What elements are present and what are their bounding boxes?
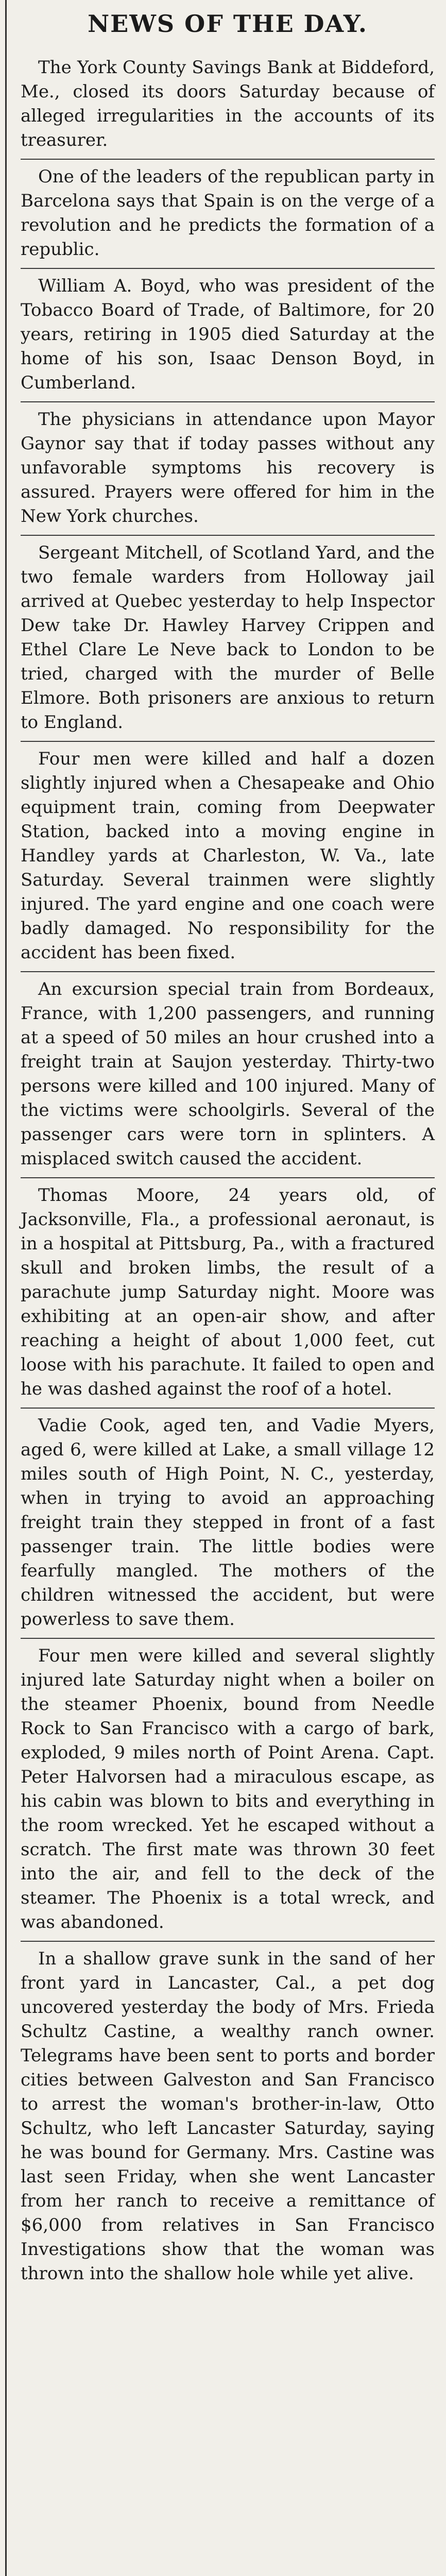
news-item: An excursion special train from Bordeaux, France, with 1,200 passengers, and running at a speed of 50 miles an hour crushed into a freight train at Saujon yesterday. Thirty-two persons were killed and 100 injured. Many of the victims were schoolgirls. Several of the passenger cars were torn in splinters. A misplaced switch caused the accident. bbox=[21, 972, 435, 1178]
column-rule bbox=[5, 0, 7, 2576]
news-item: Thomas Moore, 24 years old, of Jacksonville, Fla., a professional aeronaut, is in a hospital at Pittsburg, Pa., with a fractured skull and broken limbs, the result of a parachute jump Saturday night. Moore was exhibiting at an open-air show, and after reaching a height of about 1,000 feet, cut loose with his parachute. It failed to open and he was dashed against the roof of a hotel. bbox=[21, 1178, 435, 1409]
news-item: Four men were killed and half a dozen slightly injured when a Chesapeake and Ohio equipment train, coming from Deepwater Station, backed into a moving engine in Handley yards at Charleston, W. Va., late Saturday. Several trainmen were slightly injured. The yard engine and one coach were badly damaged. No responsibility for the accident has been fixed. bbox=[21, 742, 435, 972]
news-item: Vadie Cook, aged ten, and Vadie Myers, aged 6, were killed at Lake, a small village 12 miles south of High Point, N. C., yesterday, when in trying to avoid an approaching freight train they stepped in front of a fast passenger train. The little bodies were fearfully mangled. The mothers of the children witnessed the accident, but were powerless to save them. bbox=[21, 1409, 435, 1639]
news-column bbox=[21, 11, 435, 2292]
news-item: Sergeant Mitchell, of Scotland Yard, and the two female warders from Holloway jail arrived at Quebec yesterday to help Inspector Dew take Dr. Hawley Harvey Crippen and Ethel Clare Le Neve back to London to be tried, charged with the murder of Belle Elmore. Both prisoners are anxious to return to England. bbox=[21, 536, 435, 742]
news-item: In a shallow grave sunk in the sand of her front yard in Lancaster, Cal., a pet dog uncovered yesterday the body of Mrs. Frieda Schultz Castine, a wealthy ranch owner. Telegrams have been sent to ports and border cities between Galveston and San Francisco to arrest the woman's brother-in-law, Otto Schultz, who left Lancaster Saturday, saying he was bound for Germany. Mrs. Castine was last seen Friday, when she went Lancaster from her ranch to receive a remittance of $6,000 from relatives in San Francisco Investigations show that the woman was thrown into the shallow hole while yet alive. bbox=[21, 1948, 435, 2284]
news-item: William A. Boyd, who was president of the Tobacco Board of Trade, of Baltimore, for 20 years, retiring in 1905 died Saturday at the home of his son, Isaac Denson Boyd, in Cumberland. bbox=[21, 269, 435, 402]
news-item: Four men were killed and several slightly injured late Saturday night when a boiler on the steamer Phoenix, bound from Needle Rock to San Francisco with a cargo of bark, exploded, 9 miles north of Point Arena. Capt. Peter Halvorsen had a miraculous escape, as his cabin was blown to bits and everything in the room wrecked. Yet he escaped without a scratch. The first mate was thrown 30 feet into the air, and fell to the deck of the steamer. The Phoenix is a total wreck, and was abandoned. bbox=[21, 1639, 435, 1942]
news-item: The York County Savings Bank at Biddeford, Me., closed its doors Saturday because of alleged irregularities in the accounts of its treasurer. bbox=[21, 50, 435, 160]
news-item: One of the leaders of the republican party in Barcelona says that Spain is on the verge of a revolution and he predicts the formation of a republic. bbox=[21, 160, 435, 269]
section-headline: NEWS OF THE DAY. bbox=[88, 10, 368, 38]
news-item: The physicians in attendance upon Mayor Gaynor say that if today passes without any unfavorable symptoms his recovery is assured. Prayers were offered for him in the New York churches. bbox=[21, 402, 435, 536]
